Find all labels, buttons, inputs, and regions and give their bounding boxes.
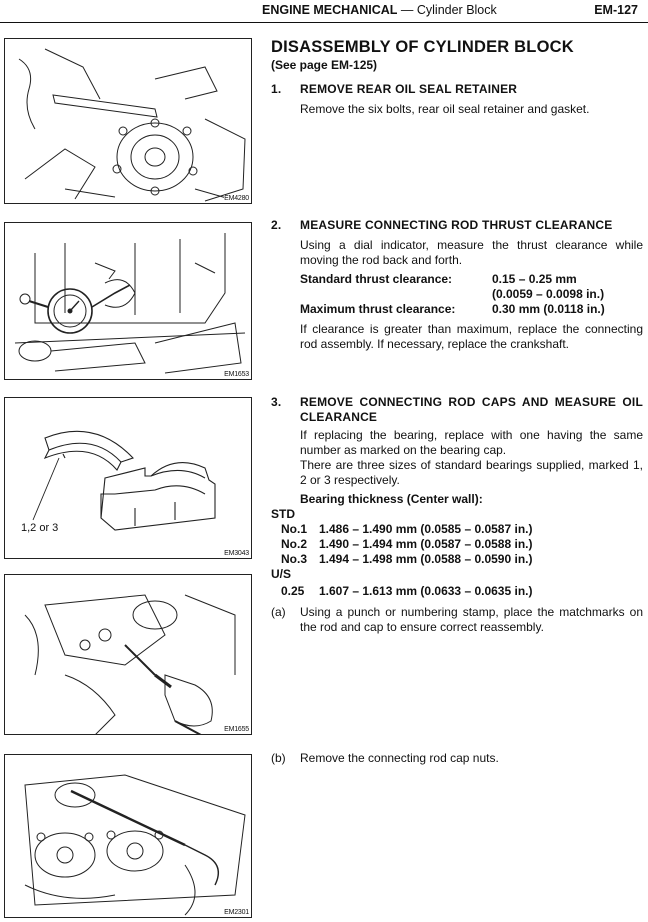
step-heading-text: REMOVE REAR OIL SEAL RETAINER: [300, 82, 518, 96]
bearing-number-label: 1,2 or 3: [21, 522, 59, 534]
bearing-value: 1.486 – 1.490 mm (0.0585 – 0.0587 in.): [319, 522, 533, 536]
step-3-body: [271, 428, 643, 507]
substep-mark: (b): [271, 751, 286, 765]
step-3-text-1: If replacing the bearing, replace with one having the same number as marked on the bearing cap.: [300, 428, 643, 457]
step-1-text: Remove the six bolts, rear oil seal retainer and gasket.: [300, 102, 590, 116]
substep-text: Using a punch or numbering stamp, place the matchmarks on the rod and cap to ensure correct reassembly.: [300, 605, 643, 634]
substep-text: Remove the connecting rod cap nuts.: [300, 751, 499, 765]
section-title: [262, 3, 497, 17]
page-header: [0, 0, 648, 23]
figure-thrust-clearance: [4, 222, 252, 380]
step-heading-text: MEASURE CONNECTING ROD THRUST CLEARANCE: [300, 218, 613, 232]
step-2-note: If clearance is greater than maximum, replace the connecting rod assembly. If necessary, replace the crankshaft.: [300, 322, 643, 351]
substep-a: [271, 605, 643, 635]
standard-clearance-label: Standard thrust clearance:: [300, 272, 453, 286]
bearing-cap-illustration: [5, 398, 252, 559]
bearing-no: 0.25: [281, 584, 305, 598]
figure-code: EM4280: [224, 195, 249, 202]
us-label: U/S: [271, 567, 292, 581]
maximum-clearance-value: 0.30 mm (0.0118 in.): [492, 302, 605, 316]
standard-clearance-value-in: (0.0059 – 0.0098 in.): [492, 287, 605, 301]
step-3-text-2: There are three sizes of standard bearings supplied, marked 1, 2 or 3 respectively.: [300, 458, 643, 487]
figure-cap-nuts: [4, 754, 252, 918]
page-title: DISASSEMBLY OF CYLINDER BLOCK: [271, 38, 574, 56]
section-step-2: [271, 218, 643, 352]
matchmarks-illustration: [5, 575, 252, 735]
figure-code: EM1653: [224, 371, 249, 378]
bearing-value: 1.494 – 1.498 mm (0.0588 – 0.0590 in.): [319, 552, 533, 566]
step-3-heading: [271, 395, 643, 425]
page-number: EM-127: [594, 3, 638, 17]
figure-code: EM3043: [224, 550, 249, 557]
maximum-clearance-label: Maximum thrust clearance:: [300, 302, 456, 316]
step-2-heading: [271, 218, 643, 233]
rear-oil-seal-retainer-illustration: [5, 39, 252, 204]
step-number: 1.: [271, 82, 282, 96]
bearing-no: No.3: [281, 552, 308, 566]
page-reference: (See page EM-125): [271, 58, 378, 72]
section-title-rest: — Cylinder Block: [397, 3, 497, 17]
step-number: 2.: [271, 218, 282, 232]
step-1-heading: [271, 82, 643, 97]
step-heading-text: REMOVE CONNECTING ROD CAPS AND MEASURE OIL CLEARANCE: [300, 395, 643, 424]
figure-rear-oil-seal-retainer: [4, 38, 252, 204]
substep-mark: (a): [271, 605, 286, 619]
section-title-bold: ENGINE MECHANICAL: [262, 3, 398, 17]
std-label: STD: [271, 507, 295, 521]
figure-bearing-cap: [4, 397, 252, 559]
step-number: 3.: [271, 395, 282, 409]
bearing-no: No.2: [281, 537, 308, 551]
substep-b: [271, 751, 643, 766]
bearing-value: 1.490 – 1.494 mm (0.0587 – 0.0588 in.): [319, 537, 533, 551]
std-bearing-table: [271, 522, 643, 567]
us-bearing-table: [271, 584, 643, 599]
cap-nuts-illustration: [5, 755, 252, 918]
thrust-clearance-illustration: [5, 223, 252, 380]
section-substep-b: [271, 751, 643, 766]
thrust-clearance-spec: [300, 272, 643, 317]
bearing-value: 1.607 – 1.613 mm (0.0633 – 0.0635 in.): [319, 584, 533, 598]
section-step-3: [271, 395, 643, 635]
bearing-no: No.1: [281, 522, 308, 536]
step-2-body: [271, 238, 643, 352]
section-disassembly: [271, 40, 643, 117]
bearing-thickness-label: Bearing thickness (Center wall):: [300, 492, 483, 506]
figure-code: EM2301: [224, 909, 249, 916]
step-2-text: Using a dial indicator, measure the thrust clearance while moving the rod back and forth.: [300, 238, 643, 267]
figure-code: EM1655: [224, 726, 249, 733]
figure-matchmarks: [4, 574, 252, 735]
standard-clearance-value: 0.15 – 0.25 mm: [492, 272, 577, 286]
